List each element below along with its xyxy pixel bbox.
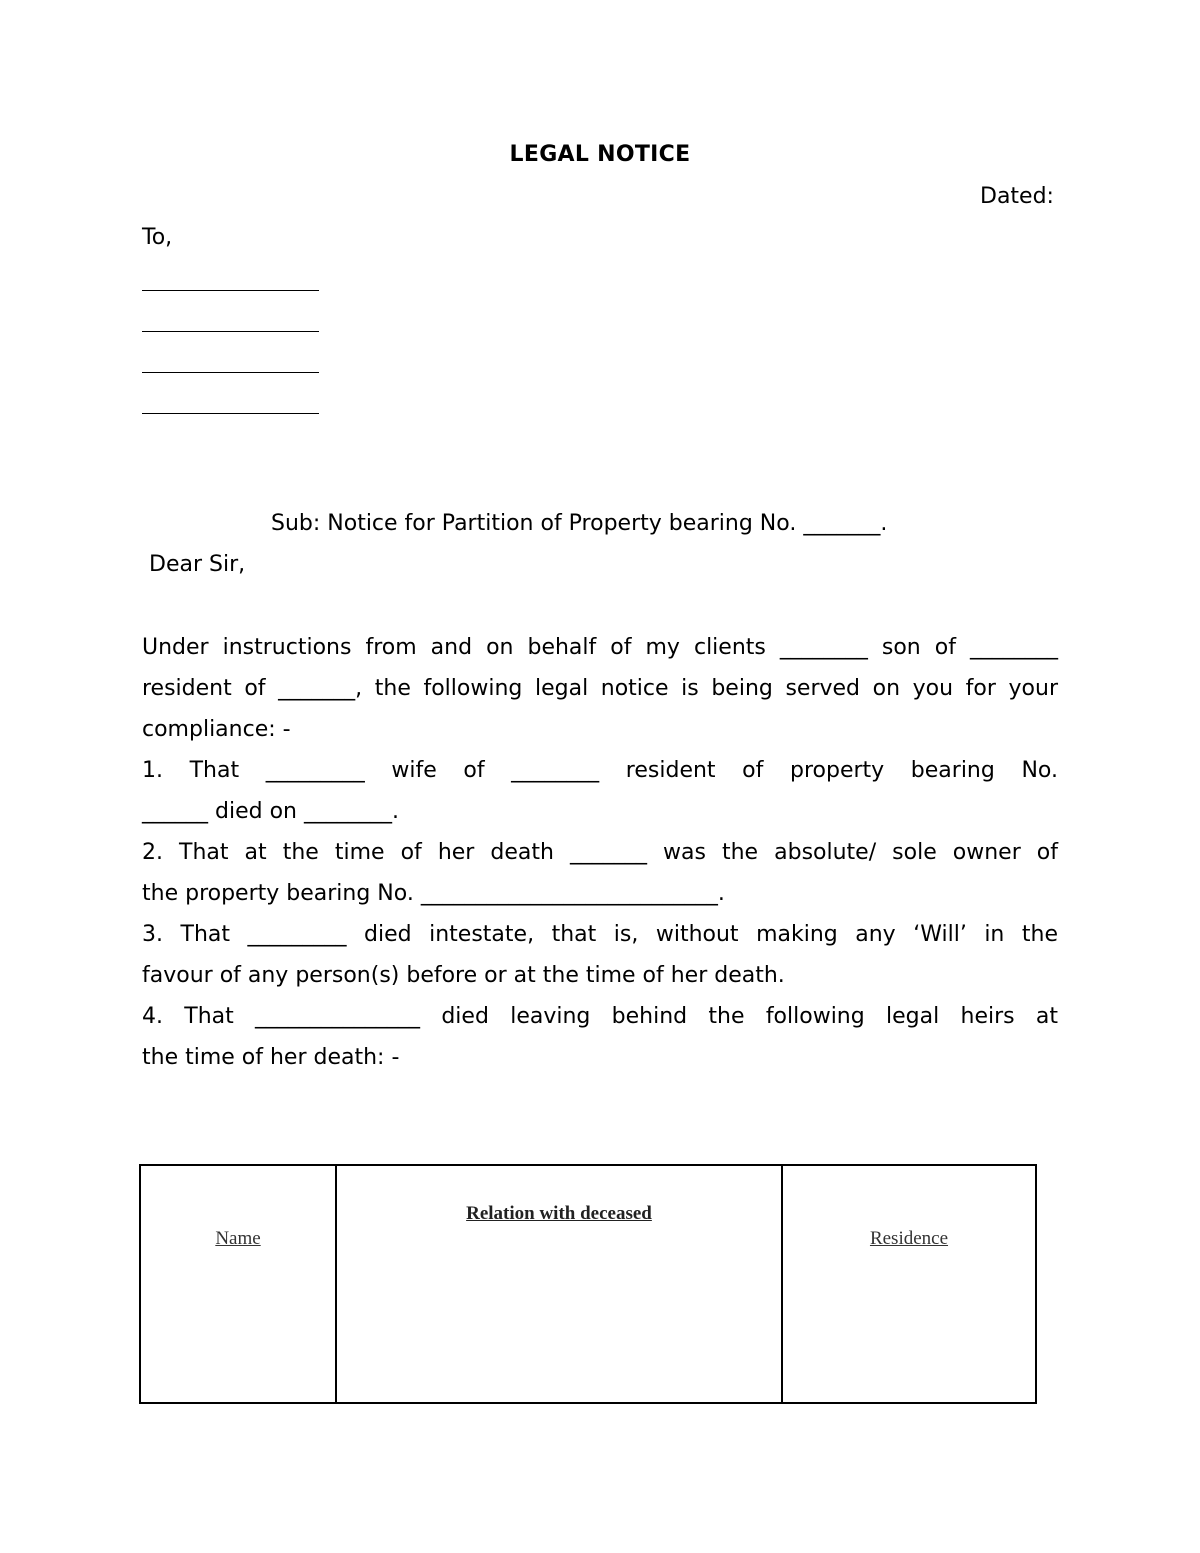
point-4-line-1: 4. That _______________ died leaving behind the following legal heirs at: [142, 1004, 1058, 1029]
address-blank-line-3: [142, 372, 319, 373]
salutation: Dear Sir,: [149, 552, 246, 577]
name-header: Name: [215, 1228, 261, 1249]
dated-label: Dated:: [980, 184, 1054, 209]
point-1-line-1: 1. That _________ wife of ________ resident of property bearing No.: [142, 758, 1058, 783]
point-3-line-1: 3. That _________ died intestate, that is, without making any ‘Will’ in the: [142, 922, 1058, 947]
point-1-line-2: ______ died on ________.: [142, 799, 399, 824]
residence-column: [783, 1166, 1035, 1402]
residence-header: Residence: [869, 1228, 949, 1249]
intro-line-2: resident of _______, the following legal notice is being served on you for your: [142, 676, 1058, 701]
point-4-line-2: the time of her death: -: [142, 1045, 400, 1070]
intro-line-3: compliance: -: [142, 717, 291, 742]
name-column: [141, 1166, 337, 1402]
subject-line: Sub: Notice for Partition of Property bearing No. _______.: [271, 511, 888, 536]
address-blank-line-2: [142, 331, 319, 332]
point-2-line-1: 2. That at the time of her death _______ was the absolute/ sole owner of: [142, 840, 1058, 865]
page-title: LEGAL NOTICE: [509, 142, 691, 167]
relation-column: [337, 1166, 783, 1402]
address-blank-line-1: [142, 290, 319, 291]
point-3-line-2: favour of any person(s) before or at the time of her death.: [142, 963, 785, 988]
intro-line-1: Under instructions from and on behalf of my clients ________ son of ________: [142, 635, 1058, 660]
point-2-line-2: the property bearing No. ___________________________.: [142, 881, 725, 906]
notice-body: [142, 627, 1058, 1078]
legal-heirs-table: [139, 1164, 1037, 1404]
to-label: To,: [142, 225, 173, 250]
relation-header: Relation with deceased: [466, 1203, 652, 1224]
address-blank-line-4: [142, 413, 319, 414]
